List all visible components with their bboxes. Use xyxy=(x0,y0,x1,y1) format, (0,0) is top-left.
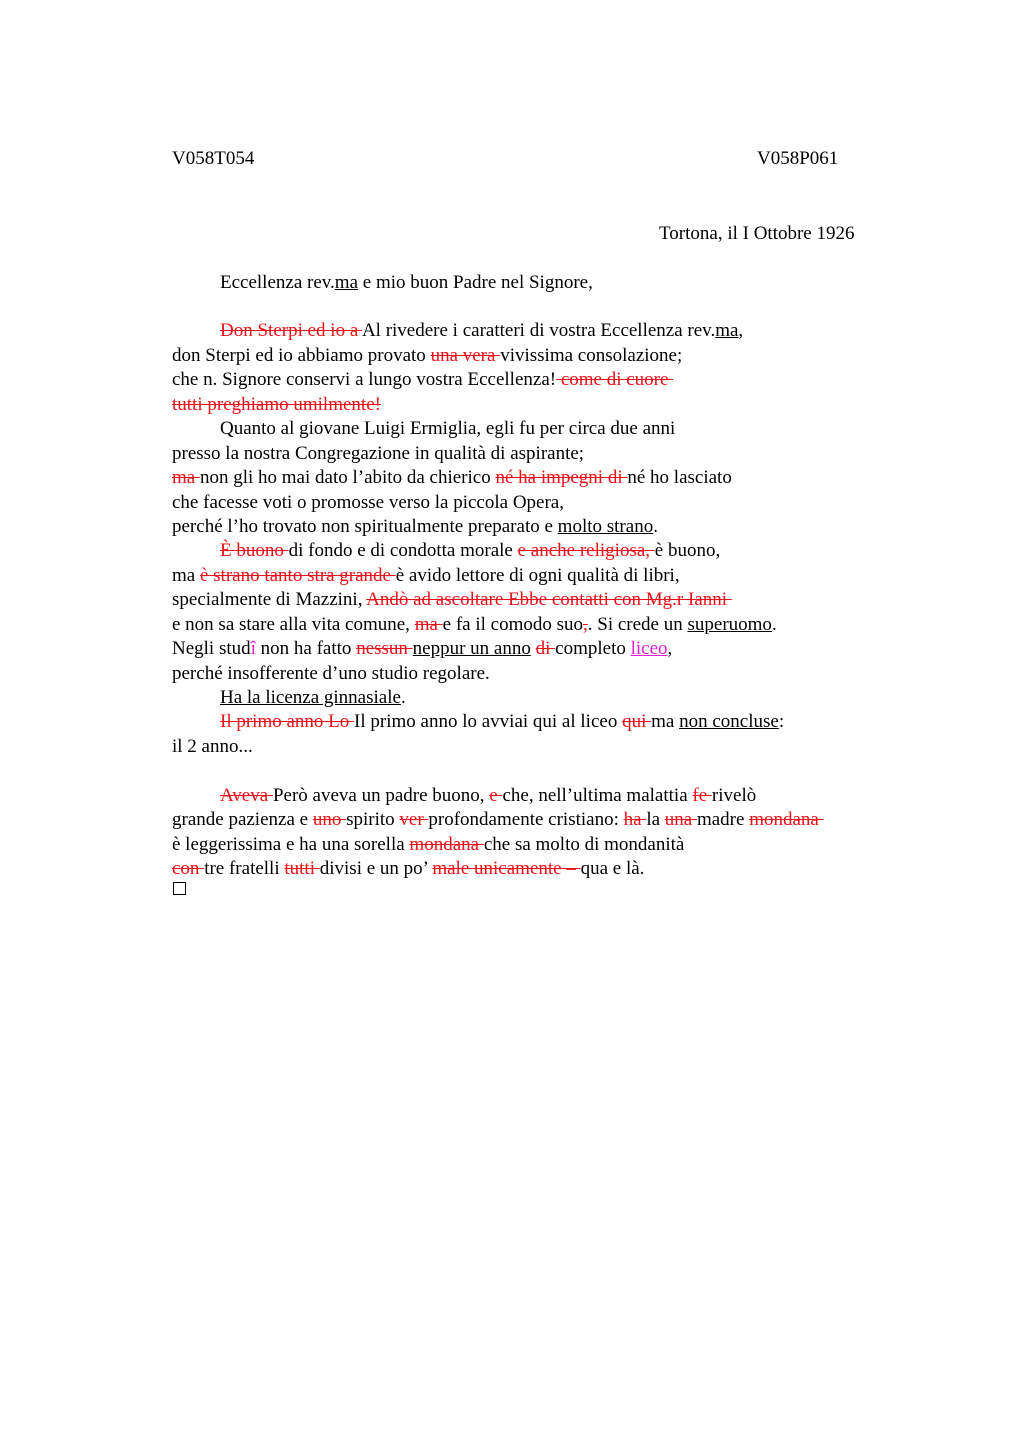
text-run: è leggerissima e ha una sorella xyxy=(172,834,410,855)
deleted-text: Don Sterpi ed io a xyxy=(220,320,362,341)
text-run: Però aveva un padre buono, xyxy=(272,785,490,806)
text-run: spirito xyxy=(346,809,400,830)
text-run: profondamente cristiano: xyxy=(428,809,624,830)
letter-line xyxy=(172,590,732,609)
letter-line xyxy=(172,493,564,512)
deleted-text: Il primo anno Lo xyxy=(220,711,355,732)
text-run: , xyxy=(738,320,744,341)
deleted-text: una xyxy=(664,809,697,830)
deleted-text: una vera xyxy=(430,345,501,366)
document-code-left: V058T054 xyxy=(172,148,255,169)
text-run: qua e là. xyxy=(580,858,645,879)
text-run: e non sa stare alla vita comune, xyxy=(172,614,415,635)
deleted-text: nessun xyxy=(356,638,413,659)
text-run: non ha fatto xyxy=(255,638,357,659)
letter-line xyxy=(172,444,584,463)
deleted-text: ma xyxy=(414,614,443,635)
letter-line xyxy=(172,859,644,878)
text-run: che, nell’ultima malattia xyxy=(502,785,693,806)
text-run: : xyxy=(778,711,785,732)
letter-line xyxy=(172,566,680,585)
text-run: che facesse voti o promosse verso la piccola Opera, xyxy=(172,492,564,513)
deleted-text: Andò ad ascoltare Ebbe contatti con Mg.r Ianni xyxy=(366,589,732,610)
text-run: Il primo anno lo avviai qui al liceo xyxy=(354,711,623,732)
letter-line xyxy=(172,615,777,634)
deleted-text: e anche religiosa, xyxy=(517,540,655,561)
deleted-text: male unicamente – xyxy=(432,858,581,879)
deleted-text: mondana xyxy=(749,809,824,830)
underlined-text: molto strano xyxy=(557,516,654,537)
text-run: . xyxy=(653,516,658,537)
text-run: ma xyxy=(172,565,200,586)
text-run: la xyxy=(646,809,665,830)
text-run: che n. Signore conservi a lungo vostra Eccellenza! xyxy=(172,369,557,390)
text-run: è avido lettore di ogni qualità di libri, xyxy=(395,565,680,586)
underlined-text: non concluse xyxy=(679,711,779,732)
deleted-text: con xyxy=(172,858,205,879)
deleted-text: di xyxy=(535,638,556,659)
text-run: perché insofferente d’uno studio regolare. xyxy=(172,663,490,684)
deleted-text: qui xyxy=(622,711,652,732)
text-run: vivissima consolazione; xyxy=(500,345,683,366)
deleted-text: ma xyxy=(172,467,200,488)
text-run: Negli stud xyxy=(172,638,251,659)
letter-line xyxy=(220,712,784,731)
letter-line xyxy=(220,688,406,707)
underlined-text: ma xyxy=(334,272,359,293)
text-run: e fa il comodo suo xyxy=(442,614,584,635)
text-run: , xyxy=(667,638,673,659)
deleted-text: e xyxy=(489,785,503,806)
empty-box-glyph xyxy=(173,882,186,895)
letter-line xyxy=(172,395,381,414)
text-run: il 2 anno... xyxy=(172,736,253,757)
text-run: di fondo e di condotta morale xyxy=(288,540,518,561)
text-run: che sa molto di mondanità xyxy=(483,834,685,855)
text-run: madre xyxy=(696,809,750,830)
letter-line xyxy=(172,639,672,658)
text-run: don Sterpi ed io abbiamo provato xyxy=(172,345,431,366)
text-run: . Si crede un xyxy=(587,614,688,635)
text-run: rivelò xyxy=(711,785,757,806)
deleted-text: è strano tanto stra grande xyxy=(199,565,396,586)
underlined-text: ma xyxy=(715,320,739,341)
text-run: . xyxy=(400,687,406,708)
text-run: . xyxy=(771,614,777,635)
deleted-text: ver xyxy=(399,809,429,830)
letter-line xyxy=(172,664,490,683)
letter-line xyxy=(172,346,682,365)
text-run: presso la nostra Congregazione in qualità di aspirante; xyxy=(172,443,585,464)
underlined-text: superuomo xyxy=(687,614,772,635)
document-code-right: V058P061 xyxy=(757,148,839,169)
text-run: grande pazienza e xyxy=(172,809,313,830)
deleted-text: , xyxy=(583,614,588,635)
text-run: Al rivedere i caratteri di vostra Eccellenza rev. xyxy=(361,320,716,341)
text-run: Eccellenza rev. xyxy=(220,272,335,293)
text-run: e mio buon Padre nel Signore, xyxy=(358,272,593,293)
letter-salutation xyxy=(220,273,593,292)
text-run: divisi e un po’ xyxy=(319,858,433,879)
text-run: è buono, xyxy=(654,540,721,561)
letter-line xyxy=(172,810,824,829)
letter-line xyxy=(220,321,743,340)
underlined-text: Ha la licenza ginnasiale xyxy=(220,687,401,708)
text-run: completo xyxy=(555,638,631,659)
highlighted-text: î xyxy=(250,638,256,659)
deleted-text: mondana xyxy=(409,834,484,855)
letter-line xyxy=(220,419,675,438)
text-run: specialmente di Mazzini, xyxy=(172,589,367,610)
letter-line xyxy=(220,541,720,560)
letter-date: Tortona, il I Ottobre 1926 xyxy=(659,223,855,244)
text-run: ma xyxy=(651,711,680,732)
letter-line xyxy=(172,835,684,854)
letter-line xyxy=(220,786,756,805)
deleted-text: Aveva xyxy=(220,785,273,806)
deleted-text: tutti preghiamo umilmente! xyxy=(172,394,381,415)
text-run: né ho lasciato xyxy=(627,467,732,488)
deleted-text: uno xyxy=(312,809,347,830)
underlined-text: neppur un anno xyxy=(412,638,531,659)
deleted-text: tutti xyxy=(284,858,320,879)
letter-line xyxy=(172,370,673,389)
deleted-text: È buono xyxy=(220,540,289,561)
highlighted-text: liceo xyxy=(630,638,668,659)
letter-line xyxy=(172,468,732,487)
deleted-text: come di cuore xyxy=(556,369,674,390)
letter-line xyxy=(172,737,253,756)
text-run: perché l’ho trovato non spiritualmente preparato e xyxy=(172,516,558,537)
deleted-text: fe xyxy=(692,785,712,806)
text-run: tre fratelli xyxy=(204,858,285,879)
deleted-text: ha xyxy=(623,809,647,830)
letter-line xyxy=(172,517,658,536)
deleted-text: né ha impegni di xyxy=(495,467,628,488)
text-run: non gli ho mai dato l’abito da chierico xyxy=(199,467,496,488)
text-run: Quanto al giovane Luigi Ermiglia, egli fu per circa due anni xyxy=(220,418,676,439)
